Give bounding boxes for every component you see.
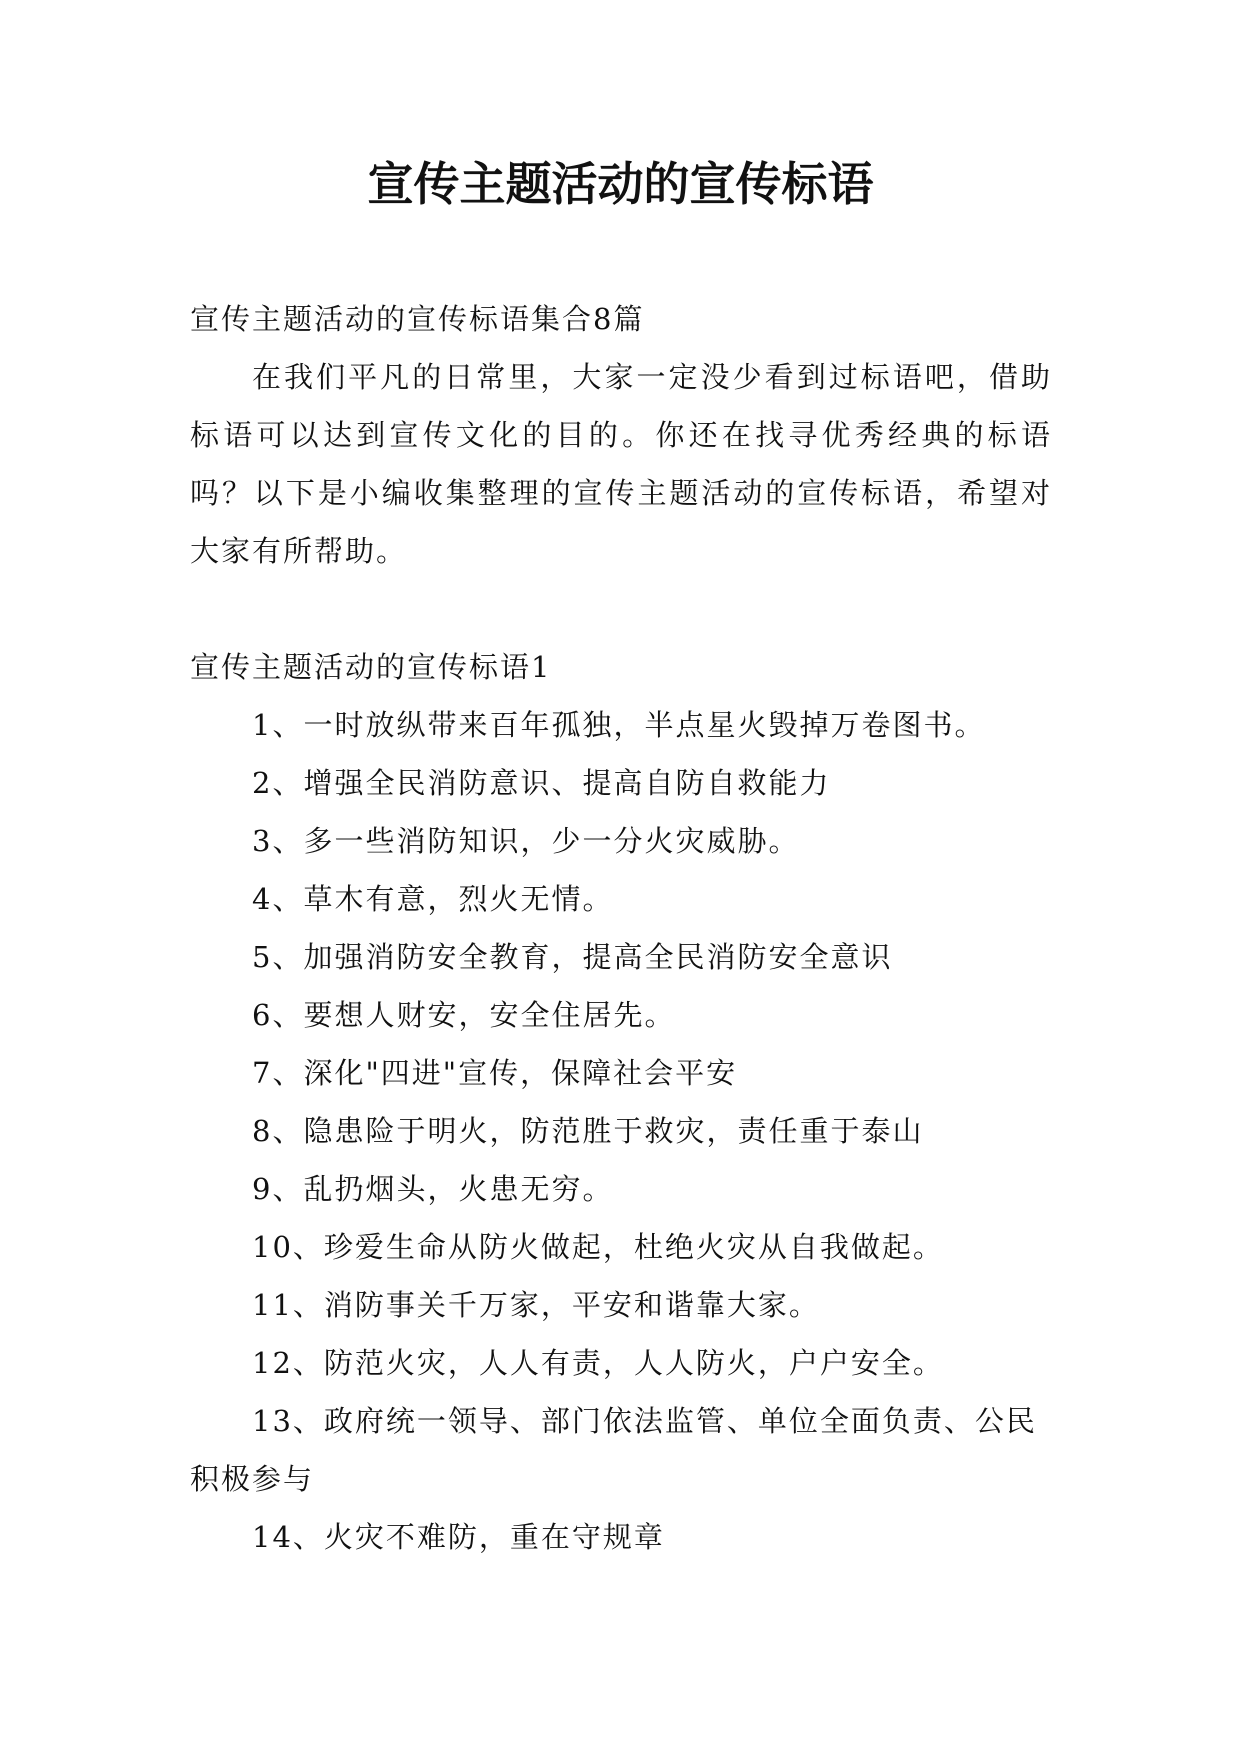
- slogan-list: [190, 696, 1052, 1566]
- slogan-item: 8、隐患险于明火，防范胜于救灾，责任重于泰山: [252, 1114, 924, 1148]
- intro-paragraph: 在我们平凡的日常里，大家一定没少看到过标语吧，借助标语可以达到宣传文化的目的。你还在找寻优秀经典的标语吗？以下是小编收集整理的宣传主题活动的宣传标语，希望对大家有所帮助。: [190, 360, 1052, 568]
- paragraph-spacer: [190, 580, 1052, 638]
- slogan-item: 4、草木有意，烈火无情。: [252, 882, 614, 916]
- document-body: [190, 290, 1052, 1566]
- slogan-item: 13、政府统一领导、部门依法监管、单位全面负责、公民积极参与: [190, 1404, 1037, 1496]
- slogan-item: 2、增强全民消防意识、提高自防自救能力: [252, 766, 831, 800]
- slogan-item: 7、深化"四进"宣传，保障社会平安: [252, 1056, 738, 1090]
- page-title: 宣传主题活动的宣传标语: [367, 157, 874, 211]
- slogan-item: 11、消防事关千万家，平安和谐靠大家。: [252, 1288, 820, 1322]
- collection-subtitle: 宣传主题活动的宣传标语集合8篇: [190, 302, 645, 336]
- slogan-item: 9、乱扔烟头，火患无穷。: [252, 1172, 614, 1206]
- slogan-item: 3、多一些消防知识，少一分火灾威胁。: [252, 824, 800, 858]
- slogan-item: 12、防范火灾，人人有责，人人防火，户户安全。: [252, 1346, 944, 1380]
- slogan-item: 5、加强消防安全教育，提高全民消防安全意识: [252, 940, 893, 974]
- slogan-item: 10、珍爱生命从防火做起，杜绝火灾从自我做起。: [252, 1230, 944, 1264]
- slogan-item: 6、要想人财安，安全住居先。: [252, 998, 676, 1032]
- section-heading: 宣传主题活动的宣传标语1: [190, 650, 552, 684]
- slogan-item: 1、一时放纵带来百年孤独，半点星火毁掉万卷图书。: [252, 708, 986, 742]
- slogan-item: 14、火灾不难防，重在守规章: [252, 1520, 665, 1554]
